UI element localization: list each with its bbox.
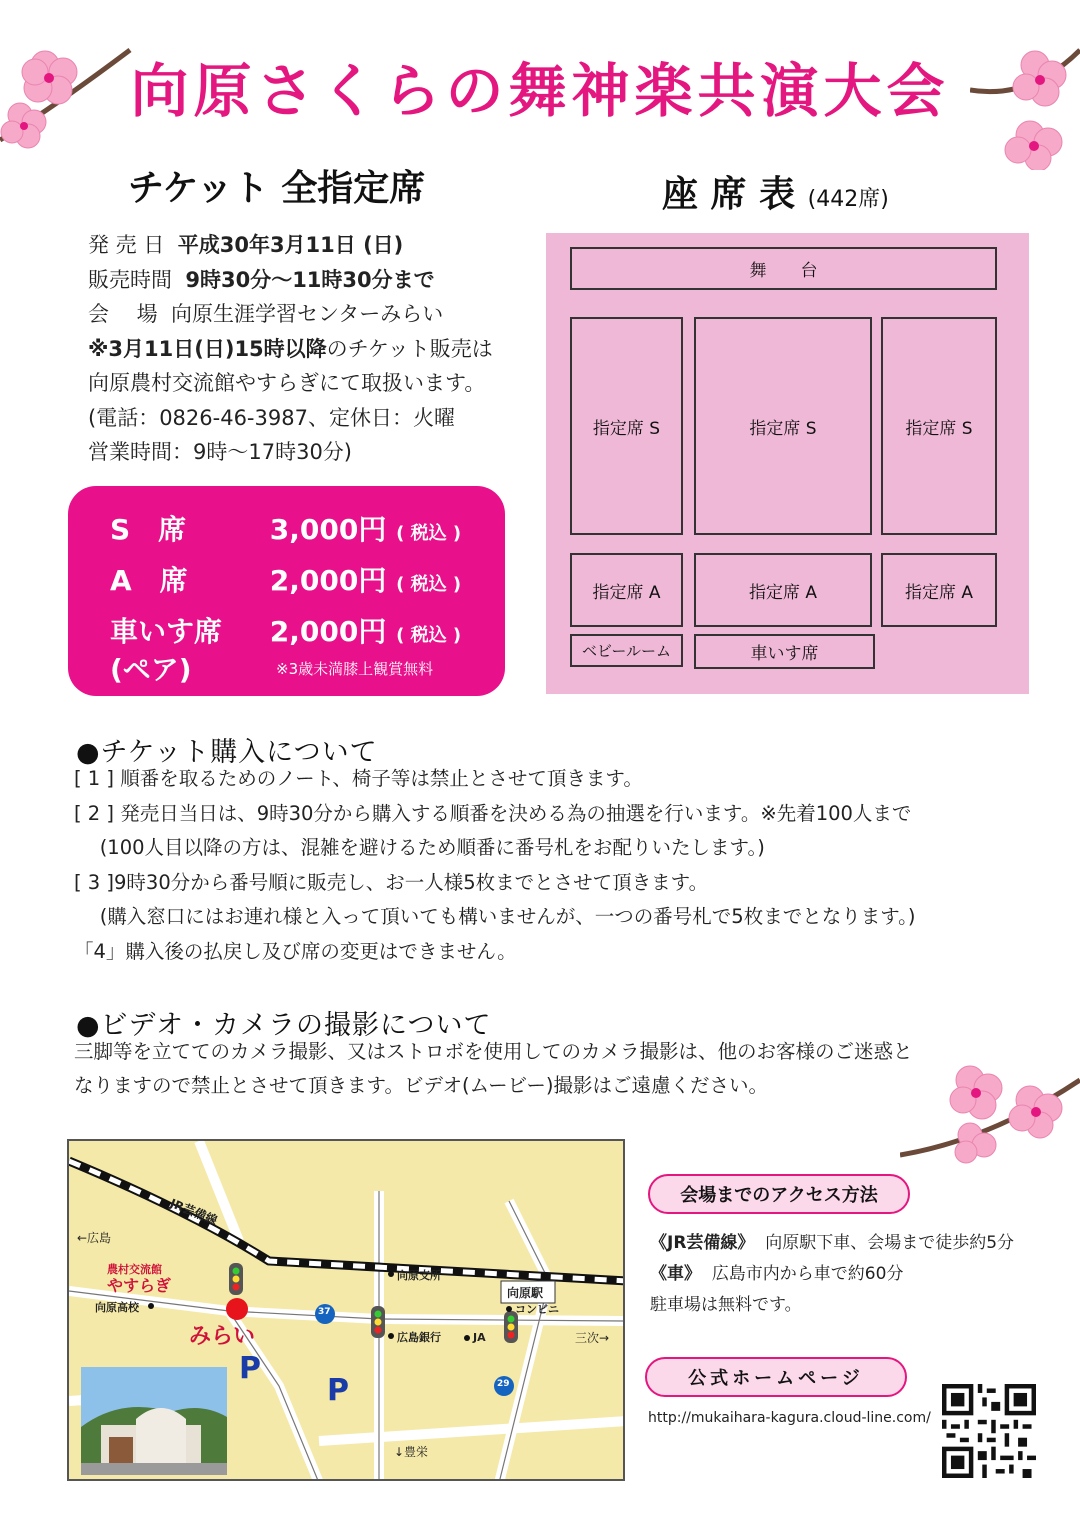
sale-date-row bbox=[88, 228, 493, 263]
note-line1-rest: のチケット販売は bbox=[326, 336, 493, 361]
ticket-heading: チケット 全指定席 bbox=[128, 168, 426, 209]
venue-row bbox=[88, 297, 493, 332]
price-value: 3,000円 bbox=[269, 513, 387, 546]
map-yasuragi-2: やすらぎ bbox=[107, 1276, 172, 1295]
seating-chart bbox=[546, 233, 1029, 694]
video-line2: なりますので禁止とさせて頂きます。ビデオ(ムービー)撮影はご遠慮ください。 bbox=[74, 1074, 769, 1097]
venue-photo bbox=[81, 1367, 227, 1475]
price-tax: ( 税込 ) bbox=[396, 574, 462, 595]
access-jr-label: 《JR芸備線》 bbox=[650, 1233, 755, 1253]
homepage-heading: 公式ホームページ bbox=[645, 1357, 907, 1397]
access-jr-text: 向原駅下車、会場まで徒歩約5分 bbox=[765, 1233, 1015, 1253]
note-line1 bbox=[88, 332, 493, 367]
map-hiroshima: ←広島 bbox=[77, 1231, 112, 1245]
venue: 向原生涯学習センターみらい bbox=[171, 302, 444, 326]
access-parking: 駐車場は無料です。 bbox=[650, 1295, 802, 1315]
access-map bbox=[67, 1139, 625, 1481]
stage: 舞 台 bbox=[570, 247, 997, 290]
seating-heading-text: 座 席 表 bbox=[662, 174, 796, 215]
rule-line: 「4」購入後の払戻し及び席の変更はできません。 bbox=[74, 939, 517, 963]
map-jr-line: JR芸備線 bbox=[168, 1196, 220, 1228]
map-route-37: 37 bbox=[318, 1307, 331, 1317]
price-row-a bbox=[110, 559, 461, 599]
video-heading: ●ビデオ・カメラの撮影について bbox=[76, 1010, 492, 1041]
rule-line: (購入窓口にはお連れ様と入って頂いても構いませんが、一つの番号札で5枚までとなります。) bbox=[74, 905, 916, 928]
rule-line: [ 1 ] 順番を取るためのノート、椅子等は禁止とさせて頂きます。 bbox=[74, 767, 643, 790]
video-line1: 三脚等を立ててのカメラ撮影、又はストロボを使用してのカメラ撮影は、他のお客様のご迷惑と bbox=[74, 1040, 913, 1063]
access-heading: 会場までのアクセス方法 bbox=[648, 1174, 910, 1214]
sale-date: 平成30年3月11日 (日) bbox=[177, 233, 404, 257]
parking-marker: P bbox=[239, 1351, 261, 1386]
price-seat: A 席 bbox=[110, 564, 188, 597]
price-tax: ( 税込 ) bbox=[396, 523, 462, 544]
map-konbini: コンビニ bbox=[515, 1303, 559, 1316]
seat-block-a-left: 指定席 A bbox=[570, 553, 683, 627]
sale-time: 9時30分～11時30分まで bbox=[185, 267, 435, 292]
note-line3: (電話：0826-46-3987、定休日：火曜 bbox=[88, 405, 455, 430]
seating-heading bbox=[662, 166, 889, 217]
note-line4: 営業時間：9時～17時30分) bbox=[88, 440, 352, 464]
seat-block-s-left: 指定席 S bbox=[570, 317, 683, 535]
access-car-label: 《車》 bbox=[650, 1264, 701, 1284]
qr-code[interactable] bbox=[942, 1384, 1036, 1478]
seat-block-a-right: 指定席 A bbox=[881, 553, 997, 627]
venue-label: 会 場 bbox=[88, 302, 158, 326]
map-ja: JA bbox=[473, 1331, 486, 1344]
map-branch: 向原支所 bbox=[397, 1269, 441, 1282]
price-row-s bbox=[110, 508, 461, 548]
wheelchair-area: 車いす席 bbox=[694, 634, 875, 669]
map-route-29: 29 bbox=[497, 1379, 510, 1389]
price-value: 2,000円 bbox=[269, 615, 387, 648]
seat-block-s-right: 指定席 S bbox=[881, 317, 997, 535]
map-miyoshi: 三次→ bbox=[575, 1331, 610, 1345]
map-school: 向原高校 bbox=[95, 1301, 139, 1314]
price-seat: S 席 bbox=[110, 513, 187, 546]
homepage-url[interactable]: http://mukaihara-kagura.cloud-line.com/ bbox=[648, 1410, 931, 1426]
page-title: 向原さくらの舞神楽共演大会 bbox=[130, 57, 950, 125]
access-jr-row bbox=[650, 1228, 1014, 1259]
rule-line: [ 3 ]9時30分から番号順に販売し、お一人様5枚までとさせて頂きます。 bbox=[74, 870, 709, 894]
rule-line: (100人目以降の方は、混雑を避けるため順番に番号札をお配りいたします。) bbox=[74, 836, 765, 859]
note-line1-bold: ※3月11日(日)15時以降 bbox=[88, 336, 327, 361]
seating-count: (442席) bbox=[807, 187, 889, 212]
price-box bbox=[68, 486, 505, 696]
access-info bbox=[650, 1228, 1014, 1321]
access-car-text: 広島市内から車で約60分 bbox=[711, 1264, 904, 1284]
map-bank: 広島銀行 bbox=[397, 1331, 441, 1344]
map-toyosaka: ↓豊栄 bbox=[394, 1445, 429, 1459]
seat-block-s-center: 指定席 S bbox=[694, 317, 872, 535]
price-note: ※3歳未満膝上観賞無料 bbox=[276, 660, 434, 678]
price-value: 2,000円 bbox=[269, 564, 387, 597]
rule-line: [ 2 ] 発売日当日は、9時30分から購入する順番を決める為の抽選を行います。※先着100人まで bbox=[74, 801, 912, 825]
ticket-info bbox=[88, 228, 493, 470]
sale-time-label: 販売時間 bbox=[88, 267, 172, 292]
baby-room: ベビールーム bbox=[570, 634, 683, 667]
price-pair: (ペア) bbox=[110, 653, 192, 686]
purchase-heading: ●チケット購入について bbox=[76, 737, 378, 768]
access-car-row bbox=[650, 1259, 1014, 1290]
price-seat: 車いす席 bbox=[110, 615, 223, 648]
map-mirai: みらい bbox=[189, 1324, 256, 1349]
map-station: 向原駅 bbox=[507, 1286, 544, 1300]
map-yasuragi-1: 農村交流館 bbox=[107, 1263, 162, 1276]
purchase-rules bbox=[74, 762, 916, 969]
sale-date-label: 発 売 日 bbox=[88, 233, 165, 257]
seat-block-a-center: 指定席 A bbox=[694, 553, 872, 627]
note-line2: 向原農村交流館やすらぎにて取扱います。 bbox=[88, 371, 486, 395]
parking-marker: P bbox=[327, 1373, 349, 1408]
sale-time-row bbox=[88, 263, 493, 298]
price-row-wheelchair bbox=[110, 610, 461, 650]
price-tax: ( 税込 ) bbox=[396, 625, 462, 646]
video-text bbox=[74, 1035, 1034, 1103]
